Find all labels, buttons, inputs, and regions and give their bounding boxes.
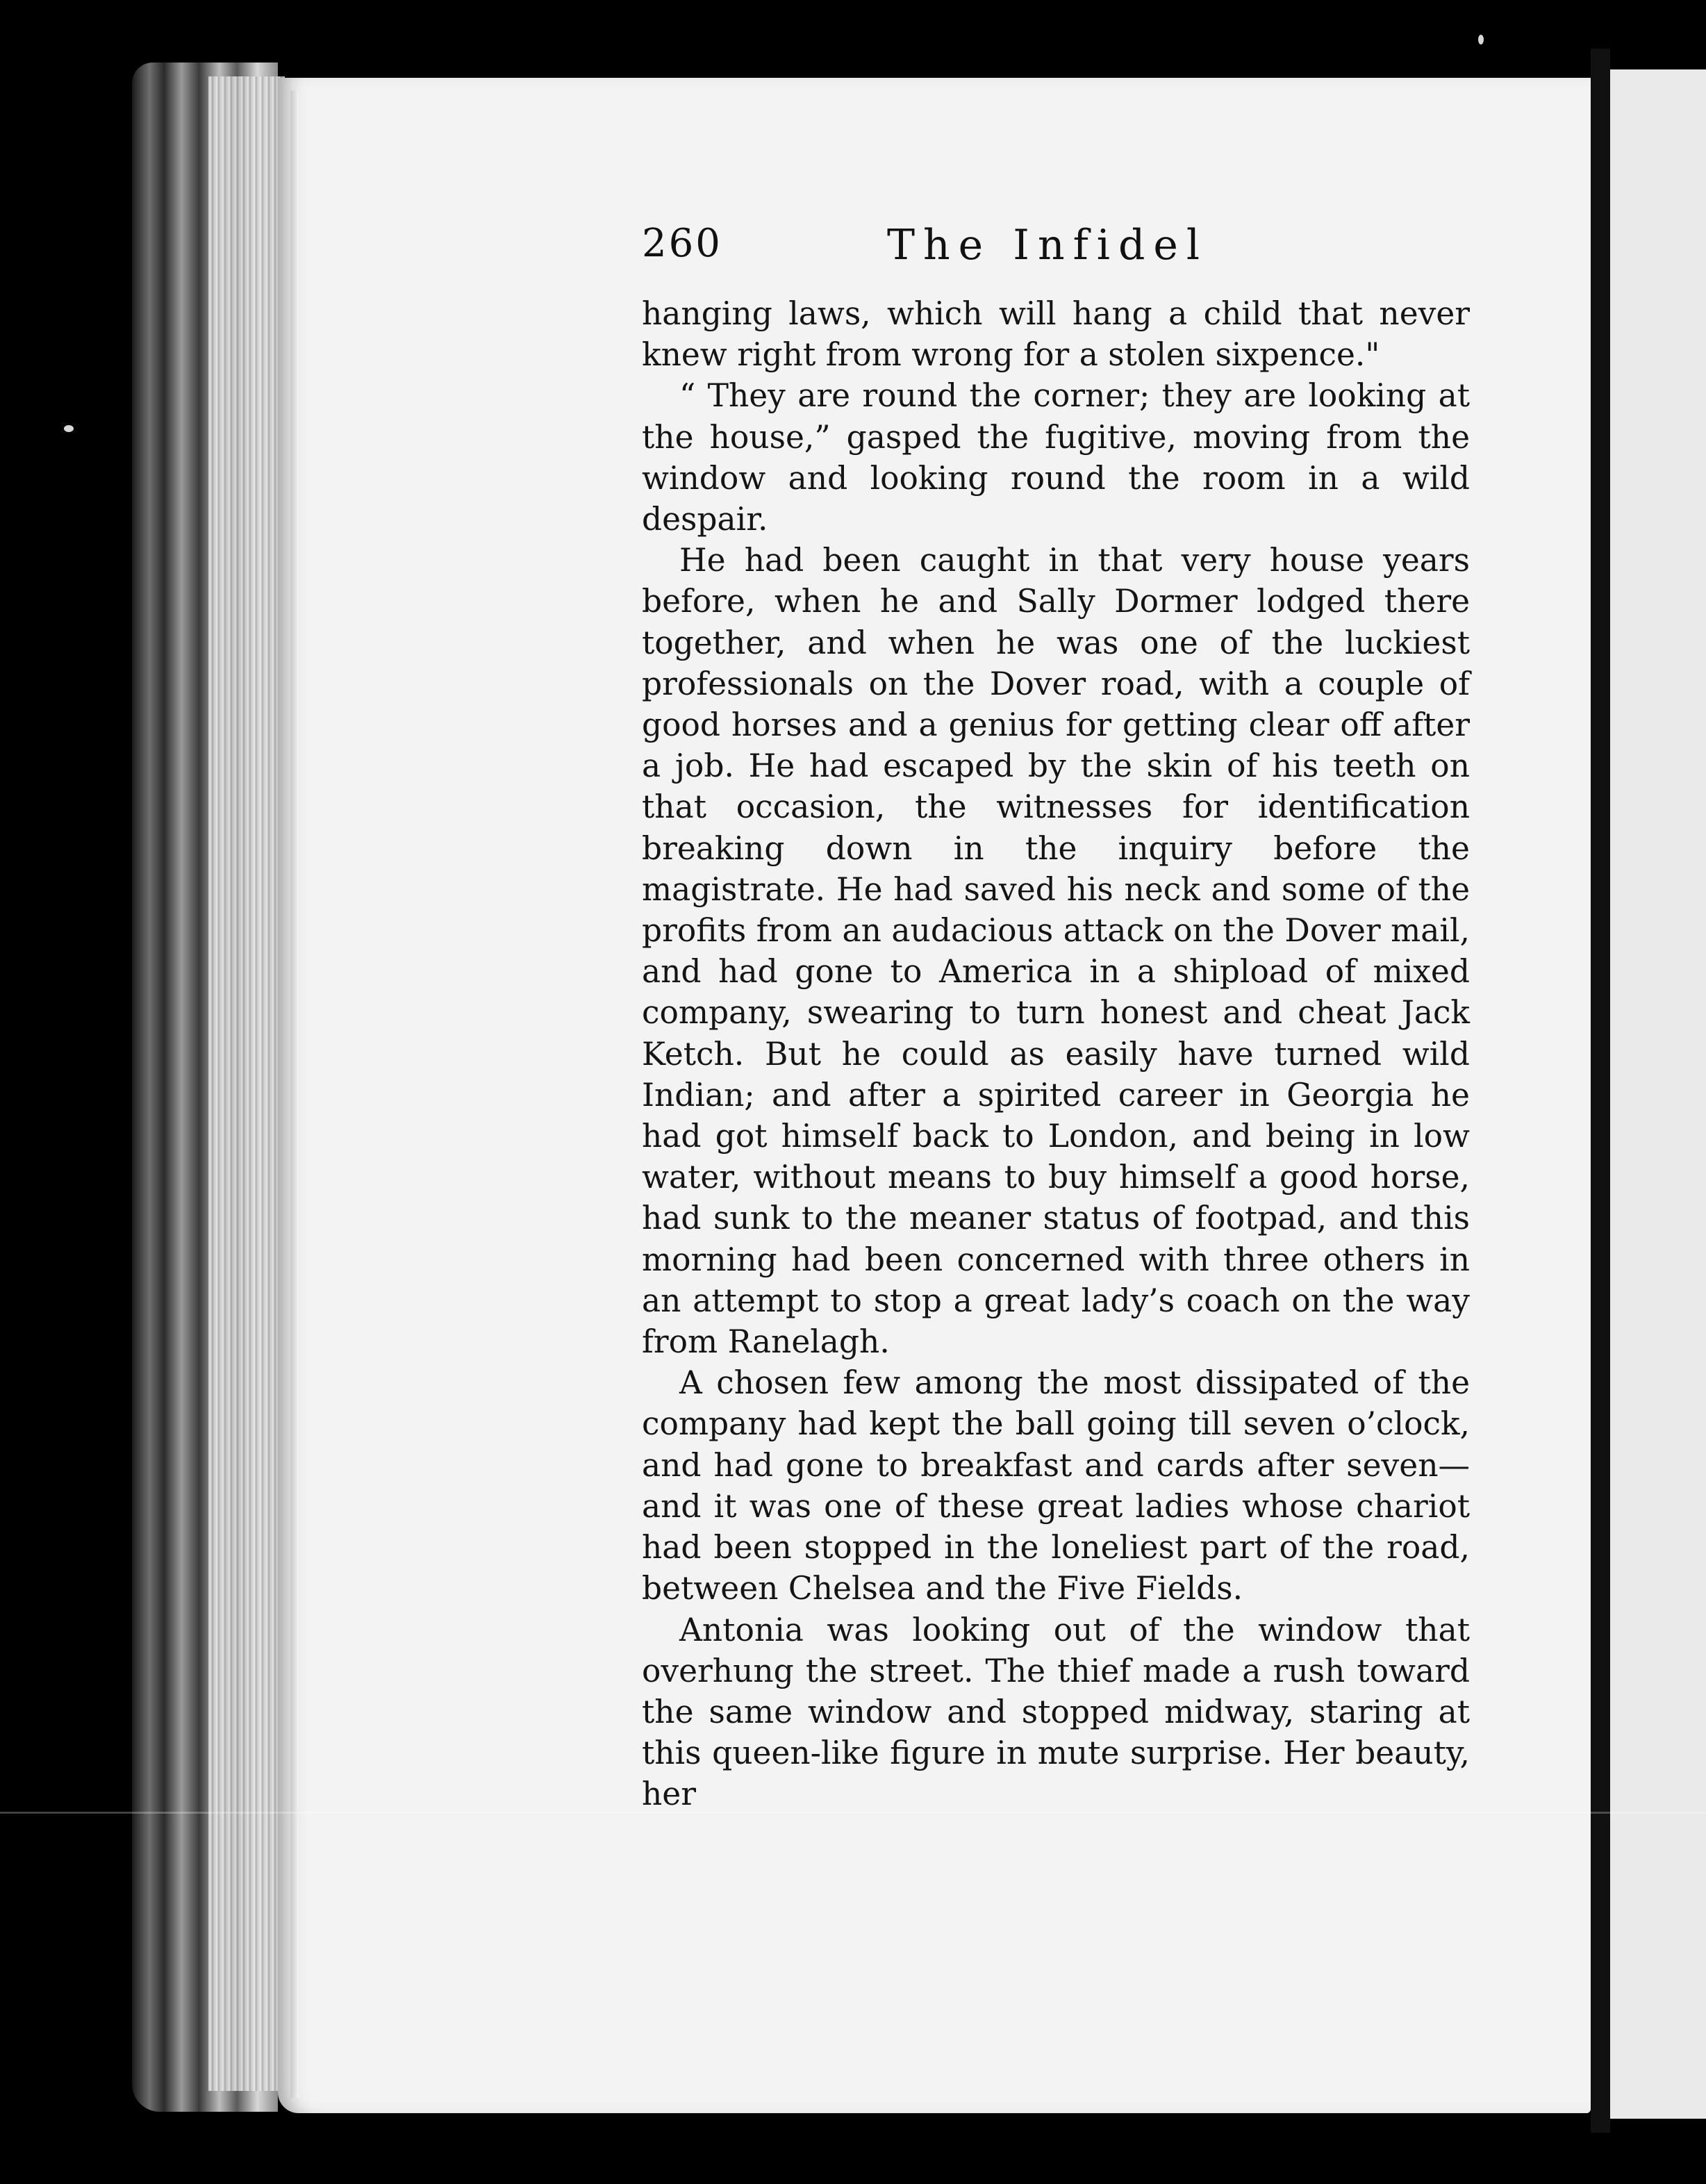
page-number: 260 [642, 221, 722, 266]
dust-speck [64, 425, 74, 432]
page-edges [208, 76, 285, 2091]
paragraph: A chosen few among the most dissipated of the company had kept the ball going till seven o’clock, and had gone to breakfast and cards after seven— and it was one of these great ladies whose chariot had been stopped in the loneliest part of the road, between Chelsea and the Five Fields. [642, 1364, 1470, 1607]
gutter-shadow [290, 90, 299, 2098]
dust-speck [1478, 35, 1484, 44]
paragraph: “ They are round the corner; they are looking at the house,” gasped the fugitive, moving from the window and looking round the room in a wild despair. [642, 377, 1470, 538]
body-text [642, 293, 1470, 1815]
paragraph: hanging laws, which will hang a child that never knew right from wrong for a stolen sixpence." [642, 295, 1470, 374]
paragraph: Antonia was looking out of the window that overhung the street. The thief made a rush toward the same window and stopped midway, staring at this queen-like figure in mute surprise. Her beauty, her [642, 1611, 1470, 1813]
binding-gap [1591, 49, 1610, 2133]
paragraph: He had been caught in that very house years before, when he and Sally Dormer lodged there together, and when he was one of the luckiest professionals on the Dover road, with a couple of good horses and a genius for getting clear off after a job. He had escaped by the skin of his teeth on that occasion, the witnesses for identification breaking down in the inquiry before the magistrate. He had saved his neck and some of the profits from an audacious attack on the Dover mail, and had gone to America in a shipload of mixed company, swearing to turn honest and cheat Jack Ketch. But he could as easily have turned wild Indian; and after a spirited career in Georgia he had got himself back to London, and being in low water, without means to buy himself a good horse, had sunk to the meaner status of footpad, and this morning had been concerned with three others in an attempt to stop a great lady’s coach on the way from Ranelagh. [642, 542, 1470, 1361]
running-title: The Infidel [887, 221, 1209, 270]
page-header [642, 221, 1461, 276]
